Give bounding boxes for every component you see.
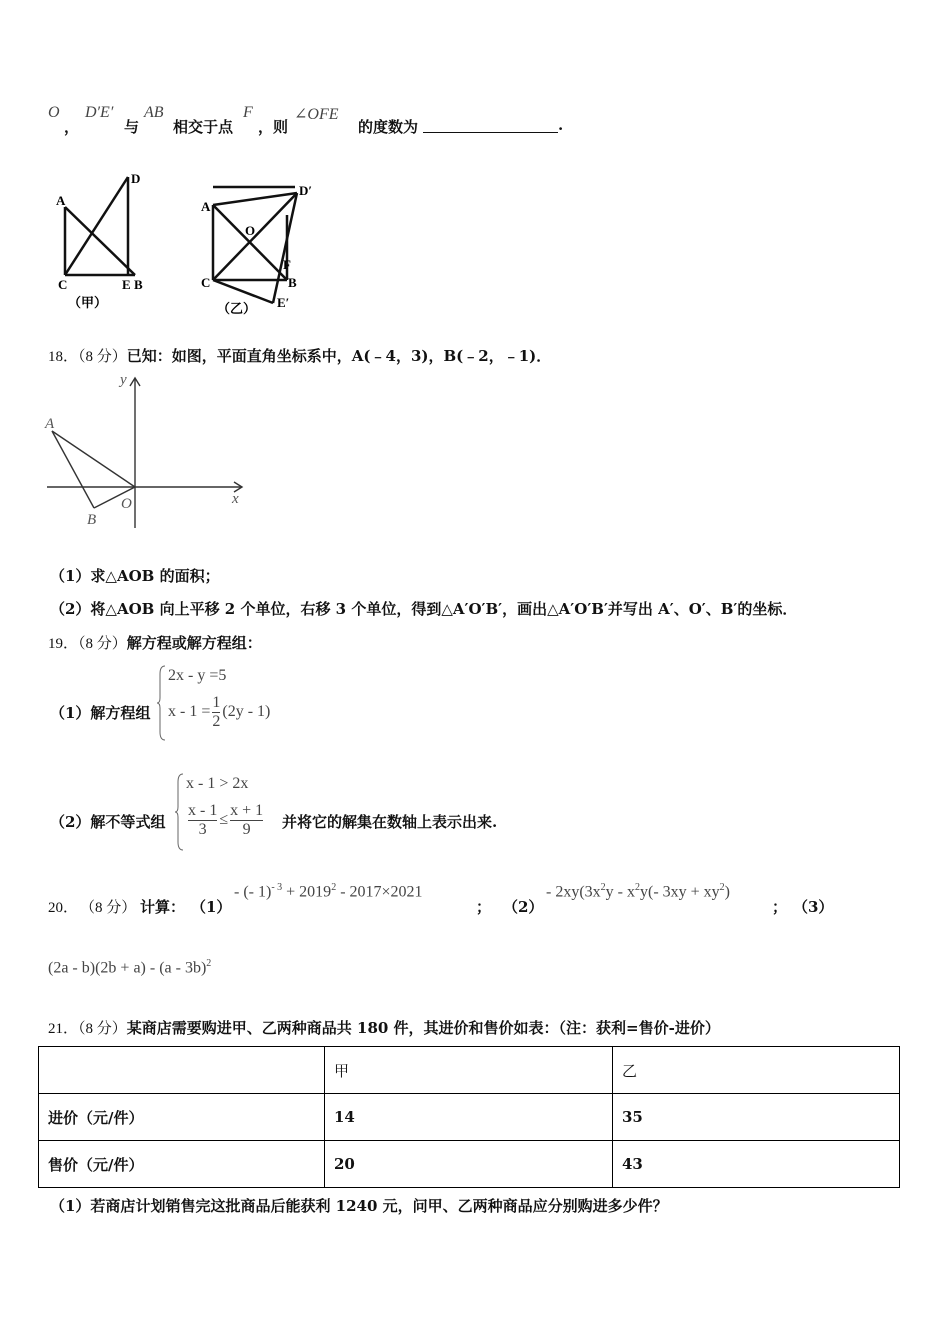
label-d: D	[131, 171, 141, 186]
q19-header	[48, 632, 262, 653]
point-f: F	[243, 104, 253, 121]
label-a: A	[201, 199, 211, 214]
label-a: A	[45, 416, 55, 432]
table-cell: 乙	[613, 1047, 900, 1094]
q18-sub2: （2）将△AOB 向上平移 2 个单位，右移 3 个单位，得到△A′O′B′，画出△A′O′B′并写出 A′、O′、B′的坐标．	[50, 600, 798, 618]
label-o: O	[245, 223, 256, 238]
q21-header	[48, 1017, 720, 1038]
label-d-prime: D′	[299, 183, 313, 198]
table-cell: 43	[613, 1141, 900, 1188]
question-score: （8 分）	[78, 636, 127, 652]
label-e: E	[122, 277, 131, 292]
question-text: 已知：如图，平面直角坐标系中，A(﹣4，3)，B(﹣2，﹣1)．	[126, 347, 552, 365]
angle-ofe: ∠OFE	[294, 106, 339, 123]
q21-sub1: （1）若商店计划销售完这批商品后能获利 1240 元，问甲、乙两种商品应分别购进多少件？	[50, 1197, 668, 1215]
fraction-left: $\frac{x - 1}{3}$	[188, 802, 218, 838]
caption-yi: （乙）	[217, 301, 257, 316]
expression-1: - (- $1)^{- 3} + 2019^2 - 2017\times 2021$	[234, 882, 423, 901]
segment-de: D′E′	[85, 104, 114, 121]
question-text: 计算：	[140, 898, 186, 916]
expression-2: - $2xy(3x^2y - x^2y(-$ $3xy + xy^2$)	[546, 882, 730, 901]
q19-sub2-label: （2）解不等式组	[50, 813, 166, 831]
segment-ce	[213, 280, 273, 303]
label-b: B	[134, 277, 143, 292]
fraction-right: $\frac{x + 1}{9}$	[230, 802, 264, 838]
segment-ad	[213, 193, 297, 205]
question-score: （8 分）	[78, 349, 127, 365]
segment-ao	[52, 431, 135, 487]
point-o: O	[48, 104, 60, 121]
question-score: （8 分）	[80, 900, 137, 916]
q20-line: 20． （8 分） 计算： （1） - (- $1)^{- 3} + 2019^2 - 2017\times 2021$ ； （2） - $2xy(3x^2y - x^2y(-$ $3xy + xy^2$) ； （3）	[48, 882, 834, 916]
q18-header	[48, 345, 551, 366]
question-text: 某商店需要购进甲、乙两种商品共 180 件，其进价和售价如表：（注：获利=售价-进价）	[126, 1019, 720, 1037]
label-y: y	[120, 372, 127, 388]
table-cell: 14	[325, 1094, 613, 1141]
table-cell: 进价（元/件）	[39, 1094, 325, 1141]
label-e-prime: E′	[277, 295, 290, 310]
table-cell: 35	[613, 1094, 900, 1141]
system1-eq2: x - 1 = $\frac{1}{2}$ (2y - 1)	[168, 694, 271, 730]
answer-blank	[423, 118, 558, 133]
system2-brace	[175, 772, 185, 852]
q19-sub1-label: （1）解方程组	[50, 704, 151, 722]
table-cell	[39, 1047, 325, 1094]
figure-jia	[50, 165, 160, 315]
table-row	[39, 1141, 900, 1188]
label-b: B	[87, 512, 97, 528]
fraction-half: $\frac{1}{2}$	[212, 694, 221, 730]
segment-ab	[65, 207, 135, 275]
label-c: C	[58, 277, 68, 292]
caption-jia: （甲）	[68, 295, 108, 310]
label-a: A	[56, 193, 66, 208]
system2-ineq2: $\frac{x - 1}{3}$ ≤ $\frac{x + 1}{9}$	[188, 802, 264, 838]
table-cell: 甲	[325, 1047, 613, 1094]
system1-eq1: 2x - y =5	[168, 667, 227, 684]
price-table	[38, 1046, 900, 1188]
table-header-row	[39, 1047, 900, 1094]
question-number: 21．	[48, 1021, 79, 1037]
table-row	[39, 1094, 900, 1141]
label-b: B	[288, 275, 297, 290]
label-c: C	[201, 275, 211, 290]
label-x: x	[232, 491, 239, 507]
q19-sub2-tail: 并将它的解集在数轴上表示出来.	[282, 813, 498, 831]
table-cell: 售价（元/件）	[39, 1141, 325, 1188]
segment-ab	[52, 431, 94, 508]
question-number: 20．	[48, 900, 79, 916]
figure-yi	[195, 175, 335, 320]
question-score: （8 分）	[78, 1021, 127, 1037]
system2-ineq1: x - 1 > 2x	[186, 775, 249, 792]
question-number: 18．	[48, 349, 79, 365]
segment-ab: AB	[144, 104, 164, 121]
expression-3: (2a - b)(2b + a) - (a - 3b)$^2$	[48, 958, 212, 977]
coordinate-figure	[42, 368, 262, 533]
label-o: O	[121, 496, 132, 512]
question-text: 解方程或解方程组：	[126, 634, 262, 652]
label-f: F	[283, 257, 291, 272]
q18-sub1: （1）求△AOB 的面积；	[50, 567, 220, 585]
system1-brace	[157, 664, 167, 742]
question-number: 19．	[48, 636, 79, 652]
table-cell: 20	[325, 1141, 613, 1188]
